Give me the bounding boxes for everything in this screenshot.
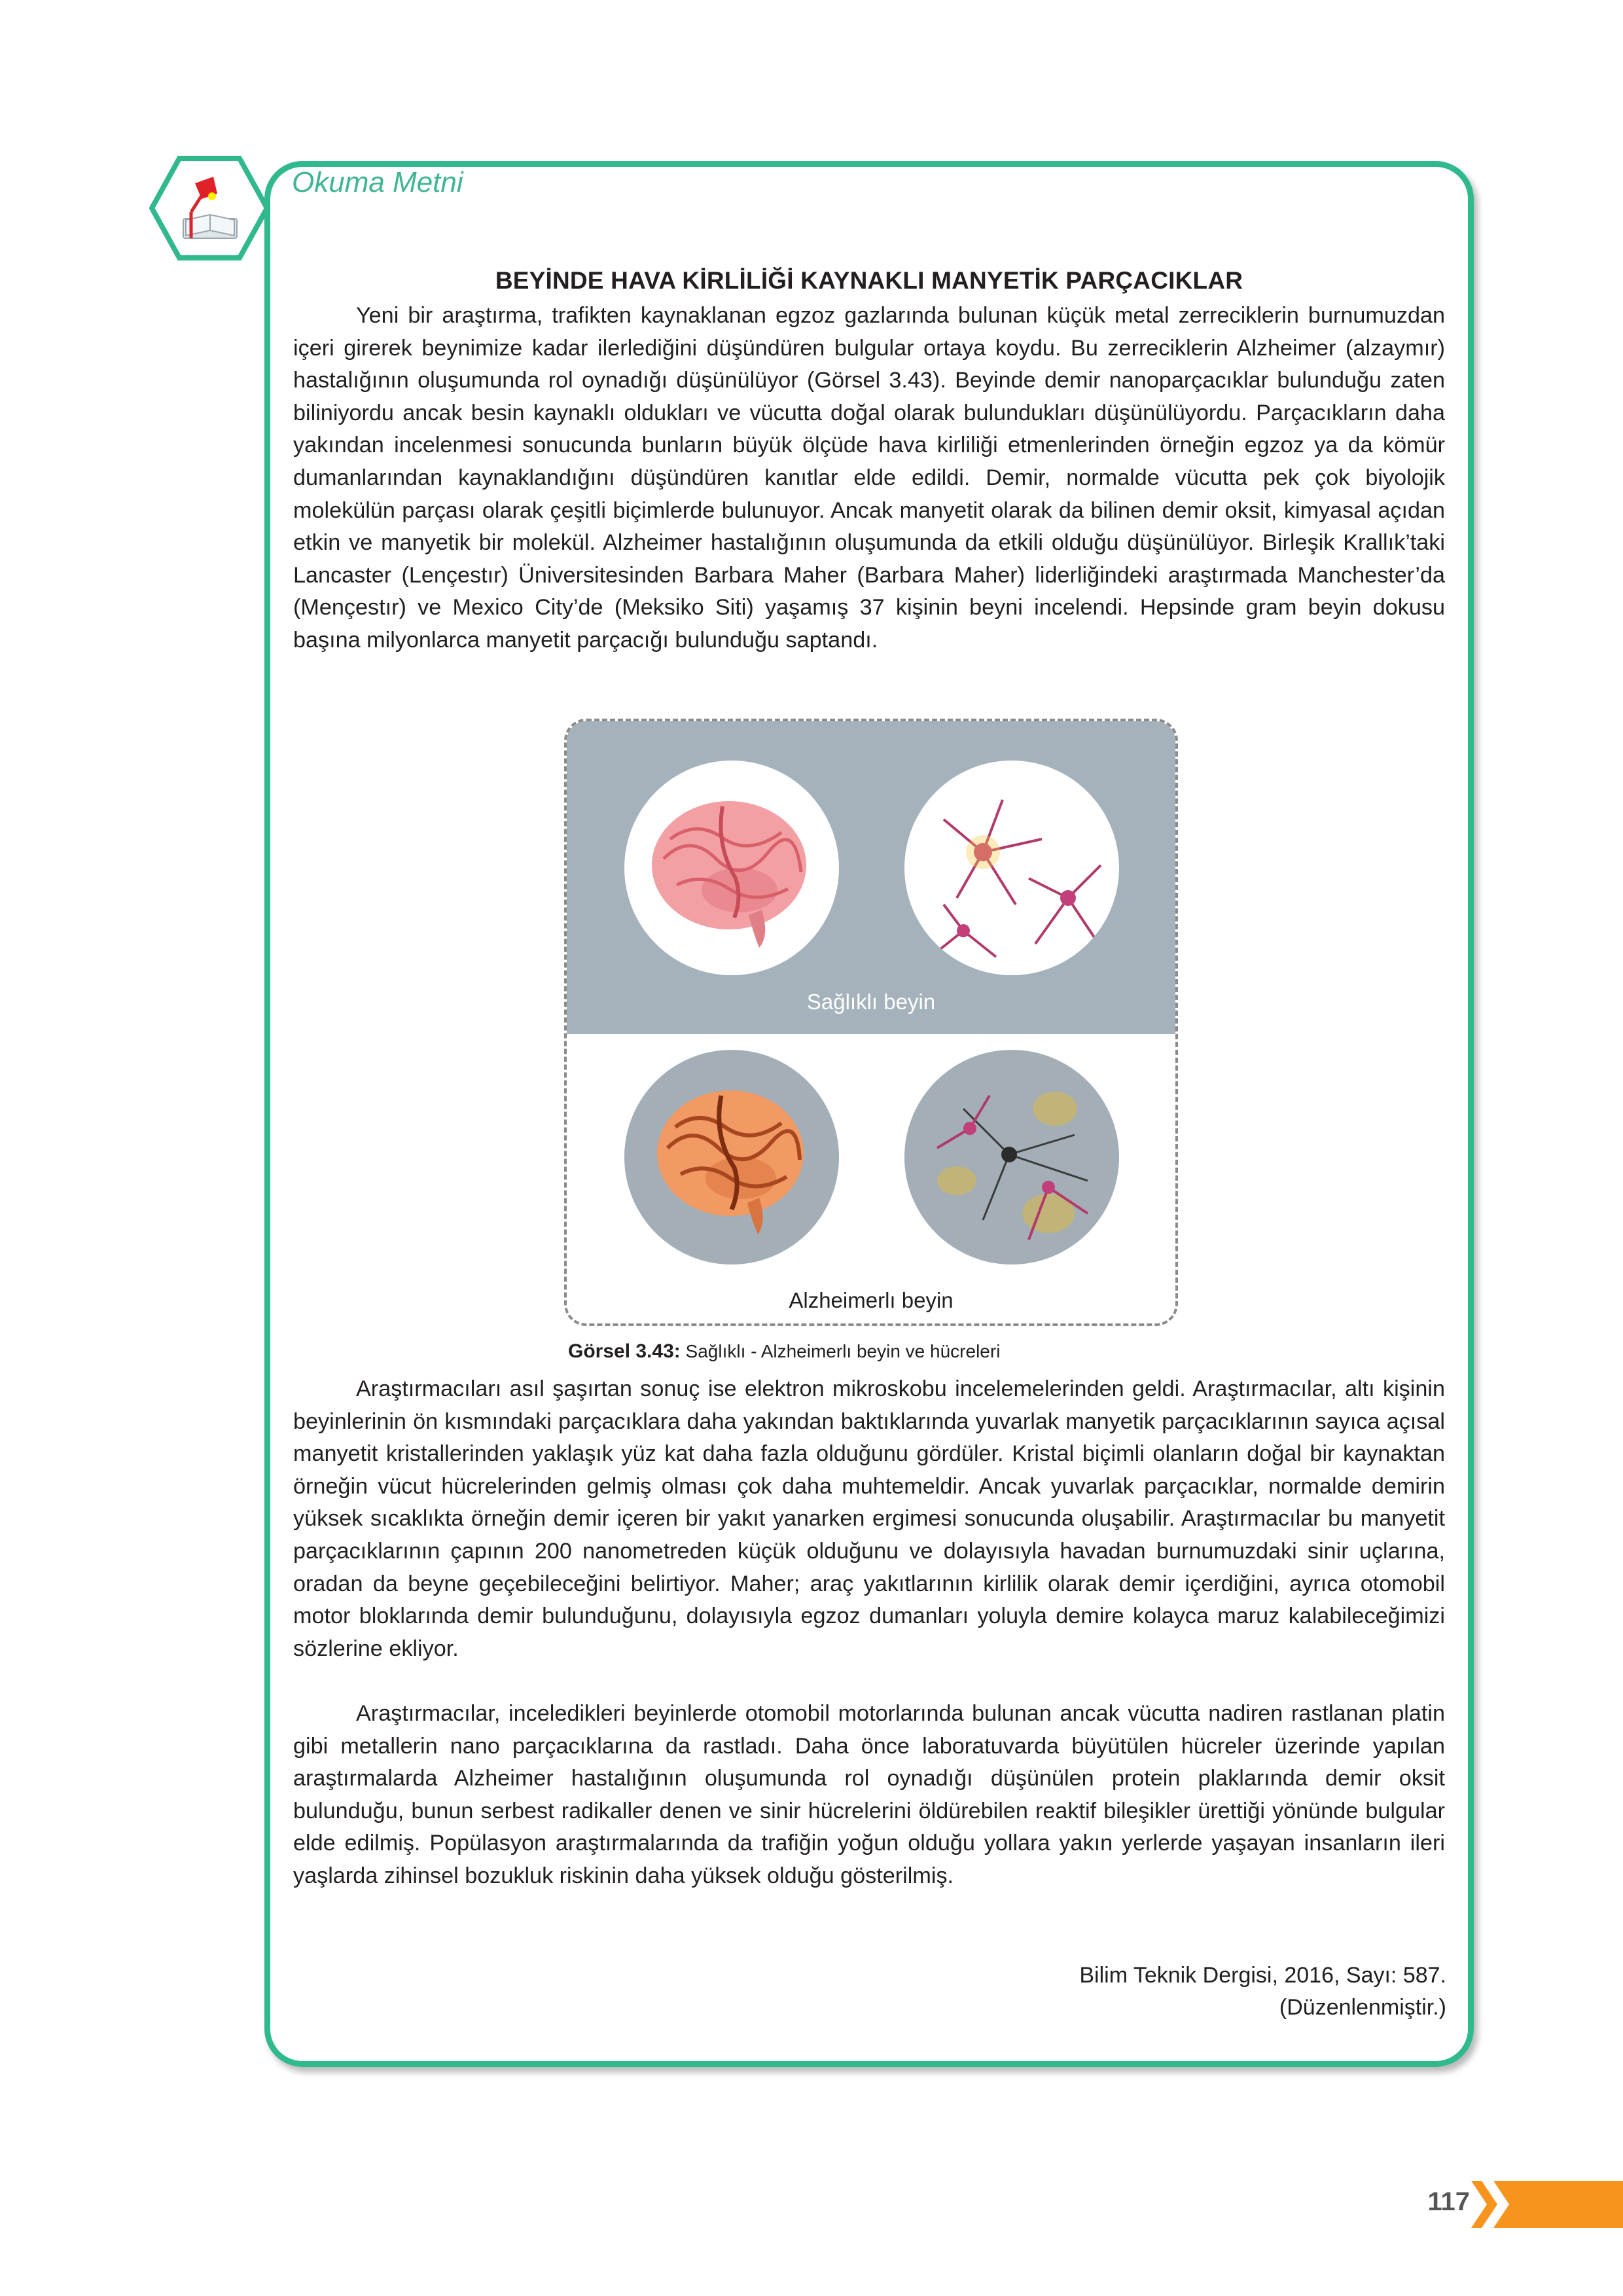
brain-figure bbox=[564, 719, 1178, 1326]
source-reference: Bilim Teknik Dergisi, 2016, Sayı: 587. bbox=[1079, 1963, 1446, 1988]
source-citation bbox=[1079, 1960, 1446, 2024]
page-tab-arrow-icon bbox=[1471, 2178, 1623, 2231]
alzheimer-brain-image bbox=[624, 1050, 839, 1265]
article-paragraph: Yeni bir araştırma, trafikten kaynaklanan egzoz gazlarında bulunan küçük metal zerreciklerin burnumuzdan içeri girerek beynimize kadar ilerlediğini düşündüren bulgular ortaya koydu. Bu zerreciklerin Alzheimer (alzaymır) hastalığının oluşumunda rol oynadığı düşünülüyor (Görsel 3.43). Beyinde demir nanoparçacıklar bulunduğu zaten biliniyordu ancak besin kaynaklı oldukları ve vücutta doğal olarak bulundukları düşünülüyordu. Parçacıkların daha yakından incelenmesi sonucunda bunların büyük ölçüde hava kirliliği etmenlerinden örneğin egzoz ya da kömür dumanlarından kaynaklandığını düşündüren kanıtlar elde edildi. Demir, normalde vücutta pek çok biyolojik molekülün parçası olarak çeşitli biçimlerde bulunuyor. Ancak manyetit olarak da bilinen demir oksit, kimyasal açıdan etkin ve manyetik bir molekül. Alzheimer hastalığının oluşumunda da etkili olduğu düşünülüyor. Birleşik Krallık’taki Lancaster (Lençestır) Üniversitesinden Barbara Maher (Barbara Maher) liderliğindeki araştırmada Manchester’da (Mençestır) ve Mexico City’de (Meksiko Siti) yaşamış 37 kişinin beyni incelendi. Hepsinde gram beyin dokusu başına milyonlarca manyetit parçacığı bulunduğu saptandı. bbox=[293, 303, 1445, 653]
figure-caption-number: Görsel 3.43: bbox=[568, 1340, 681, 1362]
figure-caption-text: Sağlıklı - Alzheimerlı beyin ve hücreleri bbox=[685, 1341, 1001, 1361]
article-paragraph: Araştırmacılar, inceledikleri beyinlerde otomobil motorlarında bulunan ancak vücutta nadiren rastlanan platin gibi metallerin nano parçacıklarına da rastladı. Daha önce laboratuvarda büyütülen hücreler üzerinde yapılan araştırmalarda Alzheimer hastalığının oluşumunda rol oynadığı düşünülen protein plaklarında demir oksit bulunduğu, bunun serbest radikaller denen ve sinir hücrelerini öldürebilen reaktif bileşikler ürettiği yönünde bulgular elde edilmiş. Popülasyon araştırmalarında da trafiğin yoğun olduğu yollara yakın yerlerde yaşayan insanların ileri yaşlarda zihinsel bozukluk riskinin daha yüksek olduğu gösterilmiş. bbox=[293, 1701, 1445, 1888]
edited-note: (Düzenlenmiştir.) bbox=[1279, 1995, 1446, 2020]
article-title: BEYİNDE HAVA KİRLİLİĞİ KAYNAKLI MANYETİK PARÇACIKLAR bbox=[495, 267, 1243, 294]
alzheimer-neurons-image bbox=[904, 1050, 1119, 1265]
page-number: 117 bbox=[1427, 2187, 1470, 2216]
healthy-brain-image bbox=[624, 761, 839, 975]
reading-lamp-icon bbox=[149, 156, 270, 260]
figure-caption bbox=[568, 1340, 1000, 1363]
alzheimer-brain-label: Alzheimerlı beyin bbox=[789, 1288, 954, 1312]
article-paragraph: Araştırmacıları asıl şaşırtan sonuç ise elektron mikroskobu incelemelerinden geldi. Araştırmacılar, altı kişinin beyinlerinin ön kısmındaki parçacıklara daha yakından baktıklarında yuvarlak manyetik parçacıklarının sayıca açısal manyetit kristallerinden yaklaşık yüz kat daha fazla olduğunu gördüler. Kristal biçimli olanların doğal bir kaynaktan örneğin vücut hücrelerinden gelmiş olması çok daha muhtemeldir. Ancak yuvarlak parçacıklar, normalde demirin yüksek sıcaklıkta örneğin demir içeren bir yakıt yanarken ergimesi sonucunda oluşabilir. Araştırmacılar bu manyetit parçacıklarının çapının 200 nanometreden küçük olduğunu ve dolayısıyla havadan burnumuzdaki sinir uçlarına, oradan da beyne geçebileceğini belirtiyor. Maher; araç yakıtlarının kirlilik olarak demir içerdiğini, ayrıca otomobil motor bloklarında demir bulunduğunu, dolayısıyla egzoz dumanları yoluyla demire kolayca maruz kalabileceğimizi sözlerine ekliyor. bbox=[293, 1376, 1445, 1661]
healthy-neurons-image bbox=[904, 761, 1119, 975]
section-label: Okuma Metni bbox=[292, 166, 463, 198]
healthy-brain-label: Sağlıklı beyin bbox=[806, 990, 936, 1014]
